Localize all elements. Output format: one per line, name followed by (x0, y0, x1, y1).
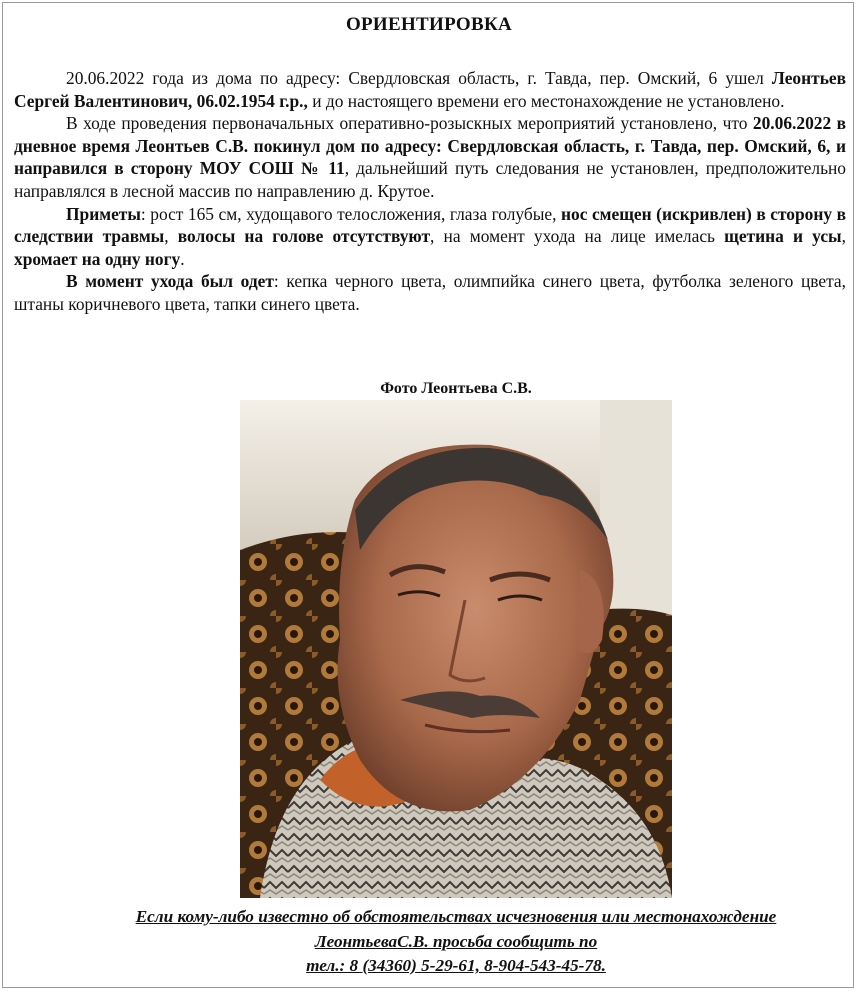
clothing-label: В момент ухода был одет (66, 271, 274, 292)
footer-line-1: Если кому-либо известно об обстоятельствах исчезновения или местонахождение (135, 907, 777, 926)
footer-line-2: ЛеонтьеваС.В. просьба сообщить по (314, 931, 598, 951)
paragraph-clothing (14, 270, 846, 315)
investigation-intro: В ходе проведения первоначальных оперативно-розыскных мероприятий установлено, что (66, 113, 753, 134)
description-text-1: : рост 165 см, худощавого телосложения, глаза голубые, (140, 203, 561, 224)
description-limp: хромает на одну ногу (14, 248, 181, 269)
description-end: . (180, 248, 185, 269)
description-label: Приметы (66, 203, 141, 224)
description-hair: волосы на голове отсутствуют (177, 226, 431, 247)
page-title: ОРИЕНТИРОВКА (345, 14, 513, 35)
description-nose: нос смещен (искривлен) в сторону в следствии травмы (14, 203, 846, 247)
description-facial-hair: щетина и усы (724, 226, 842, 247)
description-sep-1: , (164, 226, 178, 247)
incident-status: и до настоящего времени его местонахождение не установлено. (307, 90, 785, 111)
paragraph-description (14, 203, 846, 271)
investigation-route: , дальнейший путь следования не установлен, предположительно направлялся в лесной массив по направлению д. Крутое. (14, 158, 847, 201)
contact-footer (0, 905, 858, 979)
investigation-details: 20.06.2022 в дневное время Леонтьев С.В. покинул дом по адресу: Свердловская область, г. Тавда, пер. Омский, 6, и направился в сторону МОУ СОШ № 11 (14, 113, 847, 179)
person-photo (240, 400, 672, 898)
description-sep-2: , (841, 226, 846, 247)
paragraph-investigation (14, 112, 846, 202)
description-text-2: , на момент ухода на лице имелась (430, 226, 725, 247)
paragraph-incident (14, 67, 846, 112)
incident-date-address: 20.06.2022 года из дома по адресу: Свердловская область, г. Тавда, пер. Омский, 6 ушел (66, 68, 772, 88)
clothing-text: : кепка черного цвета, олимпийка синего цвета, футболка зеленого цвета, штаны коричневого цвета, тапки синего цвета. (14, 271, 846, 314)
missing-person-name: Леонтьев Сергей Валентинович, 06.02.1954 г.р., (14, 68, 846, 111)
footer-phones: тел.: 8 (34360) 5-29-61, 8-904-543-45-78. (306, 956, 606, 975)
document-body (14, 67, 846, 316)
photo-caption: Фото Леонтьева С.В. (380, 380, 532, 397)
person-photo-illustration (240, 400, 672, 898)
